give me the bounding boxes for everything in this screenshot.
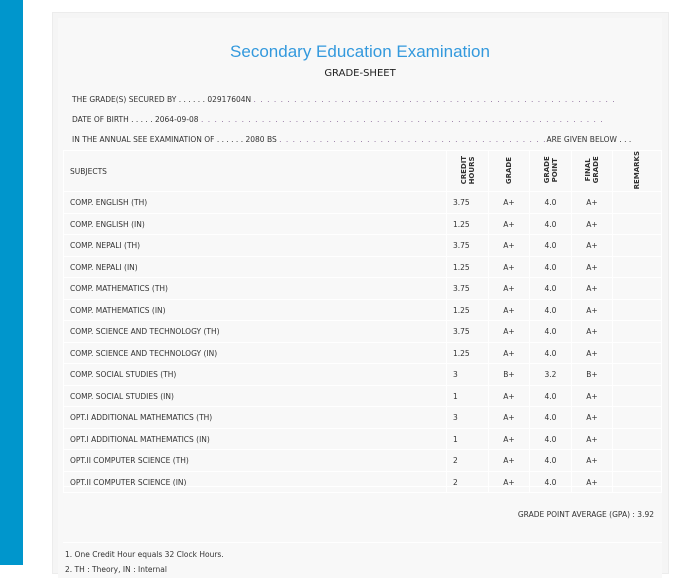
table-row (64, 192, 662, 214)
table-row (64, 299, 662, 321)
grades-table (63, 150, 662, 493)
subject-cell: COMP. NEPALI (IN) (64, 256, 447, 278)
dob-line: DATE OF BIRTH . . . . . 2064-09-08 . . . . . . . . . . . . . . . . . . . . . . . . . . . . . . . . . . . . . . . . . . . . . . . . . . . . . . . . . . . . (72, 115, 604, 124)
note: 1. One Credit Hour equals 32 Clock Hours. (65, 550, 224, 559)
grade-cell: A+ (489, 299, 530, 321)
final-grade-cell: A+ (572, 299, 613, 321)
final-grade-cell: A+ (572, 192, 613, 214)
final-grade-cell: B+ (572, 364, 613, 386)
final-grade-cell: A+ (572, 342, 613, 364)
grade-point-cell: 4.0 (530, 428, 572, 450)
grade-cell: A+ (489, 342, 530, 364)
remarks-cell (613, 450, 662, 472)
header-grade-point: GRADE POINT (542, 156, 559, 184)
grade-cell: B+ (489, 364, 530, 386)
dob-label: DATE OF BIRTH . . . . . (72, 115, 153, 124)
subtitle: GRADE-SHEET (324, 68, 396, 79)
header-subjects: SUBJECTS (64, 151, 447, 192)
final-grade-cell: A+ (572, 428, 613, 450)
table-row (64, 213, 662, 235)
grade-point-cell: 4.0 (530, 299, 572, 321)
grade-point-cell: 4.0 (530, 321, 572, 343)
subject-cell: COMP. ENGLISH (TH) (64, 192, 447, 214)
grade-point-cell: 4.0 (530, 471, 572, 493)
table-row (64, 256, 662, 278)
final-grade-cell: A+ (572, 471, 613, 493)
credit-hours-cell: 2 (447, 471, 489, 493)
gpa-value: GRADE POINT AVERAGE (GPA) : 3.92 (517, 510, 654, 519)
remarks-cell (613, 192, 662, 214)
grade-point-cell: 4.0 (530, 235, 572, 257)
exam-year: 2080 BS (245, 135, 277, 144)
credit-hours-cell: 3.75 (447, 192, 489, 214)
sidebar (0, 0, 23, 565)
table-row (64, 428, 662, 450)
note: 2. TH : Theory, IN : Internal (65, 565, 167, 574)
final-grade-cell: A+ (572, 213, 613, 235)
credit-hours-cell: 3.75 (447, 321, 489, 343)
grade-cell: A+ (489, 385, 530, 407)
table-row (64, 450, 662, 472)
subject-cell: COMP. SCIENCE AND TECHNOLOGY (IN) (64, 342, 447, 364)
secured-label: THE GRADE(S) SECURED BY . . . . . . (72, 95, 205, 104)
remarks-cell (613, 321, 662, 343)
remarks-cell (613, 385, 662, 407)
final-grade-cell: A+ (572, 235, 613, 257)
exam-label: IN THE ANNUAL SEE EXAMINATION OF . . . . . . (72, 135, 244, 144)
grade-cell: A+ (489, 213, 530, 235)
remarks-cell (613, 213, 662, 235)
table-row (64, 364, 662, 386)
final-grade-cell: A+ (572, 256, 613, 278)
grade-point-cell: 4.0 (530, 450, 572, 472)
subject-cell: COMP. SOCIAL STUDIES (IN) (64, 385, 447, 407)
table-row (64, 385, 662, 407)
dob-value: 2064-09-08 (154, 115, 199, 124)
grade-cell: A+ (489, 256, 530, 278)
grade-point-cell: 4.0 (530, 278, 572, 300)
credit-hours-cell: 3 (447, 364, 489, 386)
grade-cell: A+ (489, 407, 530, 429)
grade-cell: A+ (489, 321, 530, 343)
table-row (64, 407, 662, 429)
header-final-grade: FINAL GRADE (584, 156, 600, 184)
subject-cell: OPT.II COMPUTER SCIENCE (IN) (64, 471, 447, 493)
subject-cell: COMP. NEPALI (TH) (64, 235, 447, 257)
final-grade-cell: A+ (572, 385, 613, 407)
remarks-cell (613, 342, 662, 364)
grade-cell: A+ (489, 192, 530, 214)
grade-point-cell: 4.0 (530, 213, 572, 235)
credit-hours-cell: 3 (447, 407, 489, 429)
remarks-cell (613, 278, 662, 300)
header-credit-hours: CREDIT HOURS (459, 155, 476, 185)
subject-cell: COMP. ENGLISH (IN) (64, 213, 447, 235)
remarks-cell (613, 256, 662, 278)
subject-cell: COMP. MATHEMATICS (IN) (64, 299, 447, 321)
header-grade: GRADE (505, 156, 513, 184)
grade-point-cell: 3.2 (530, 364, 572, 386)
header-remarks: REMARKS (633, 151, 641, 190)
subject-cell: OPT.II COMPUTER SCIENCE (TH) (64, 450, 447, 472)
remarks-cell (613, 364, 662, 386)
grade-point-cell: 4.0 (530, 342, 572, 364)
subject-cell: OPT.I ADDITIONAL MATHEMATICS (IN) (64, 428, 447, 450)
grade-sheet-panel (52, 12, 669, 574)
credit-hours-cell: 3.75 (447, 278, 489, 300)
grade-cell: A+ (489, 278, 530, 300)
credit-hours-cell: 1 (447, 428, 489, 450)
given-below: ARE GIVEN BELOW . . . (546, 135, 632, 144)
credit-hours-cell: 2 (447, 450, 489, 472)
credit-hours-cell: 1.25 (447, 299, 489, 321)
grade-cell: A+ (489, 428, 530, 450)
credit-hours-cell: 1 (447, 385, 489, 407)
table-row (64, 342, 662, 364)
subject-cell: COMP. SOCIAL STUDIES (TH) (64, 364, 447, 386)
credit-hours-cell: 1.25 (447, 256, 489, 278)
remarks-cell (613, 407, 662, 429)
remarks-cell (613, 299, 662, 321)
subject-cell: COMP. SCIENCE AND TECHNOLOGY (TH) (64, 321, 447, 343)
final-grade-cell: A+ (572, 321, 613, 343)
grade-cell: A+ (489, 235, 530, 257)
credit-hours-cell: 1.25 (447, 342, 489, 364)
symbol-number: 02917604N (207, 95, 252, 104)
remarks-cell (613, 428, 662, 450)
table-row (64, 235, 662, 257)
remarks-cell (613, 235, 662, 257)
table-row (64, 278, 662, 300)
grade-point-cell: 4.0 (530, 256, 572, 278)
page-title: Secondary Education Examination (230, 42, 490, 61)
final-grade-cell: A+ (572, 278, 613, 300)
grade-cell: A+ (489, 450, 530, 472)
grade-point-cell: 4.0 (530, 407, 572, 429)
gpa-section (63, 486, 662, 543)
credit-hours-cell: 3.75 (447, 235, 489, 257)
table-row (64, 321, 662, 343)
subject-cell: OPT.I ADDITIONAL MATHEMATICS (TH) (64, 407, 447, 429)
grade-point-cell: 4.0 (530, 192, 572, 214)
grade-cell: A+ (489, 471, 530, 493)
grade-point-cell: 4.0 (530, 385, 572, 407)
credit-hours-cell: 1.25 (447, 213, 489, 235)
final-grade-cell: A+ (572, 407, 613, 429)
secured-line: THE GRADE(S) SECURED BY . . . . . . 02917604N . . . . . . . . . . . . . . . . . . . . . . . . . . . . . . . . . . . . . . . . . . . . . . . . . . . . . . (72, 95, 616, 104)
exam-line: IN THE ANNUAL SEE EXAMINATION OF . . . . . . 2080 BS . . . . . . . . . . . . . . . . . . . . . . . . . . . . . . . . . . . . . . . .ARE GIVEN BELOW . . . (72, 135, 632, 144)
subject-cell: COMP. MATHEMATICS (TH) (64, 278, 447, 300)
final-grade-cell: A+ (572, 450, 613, 472)
